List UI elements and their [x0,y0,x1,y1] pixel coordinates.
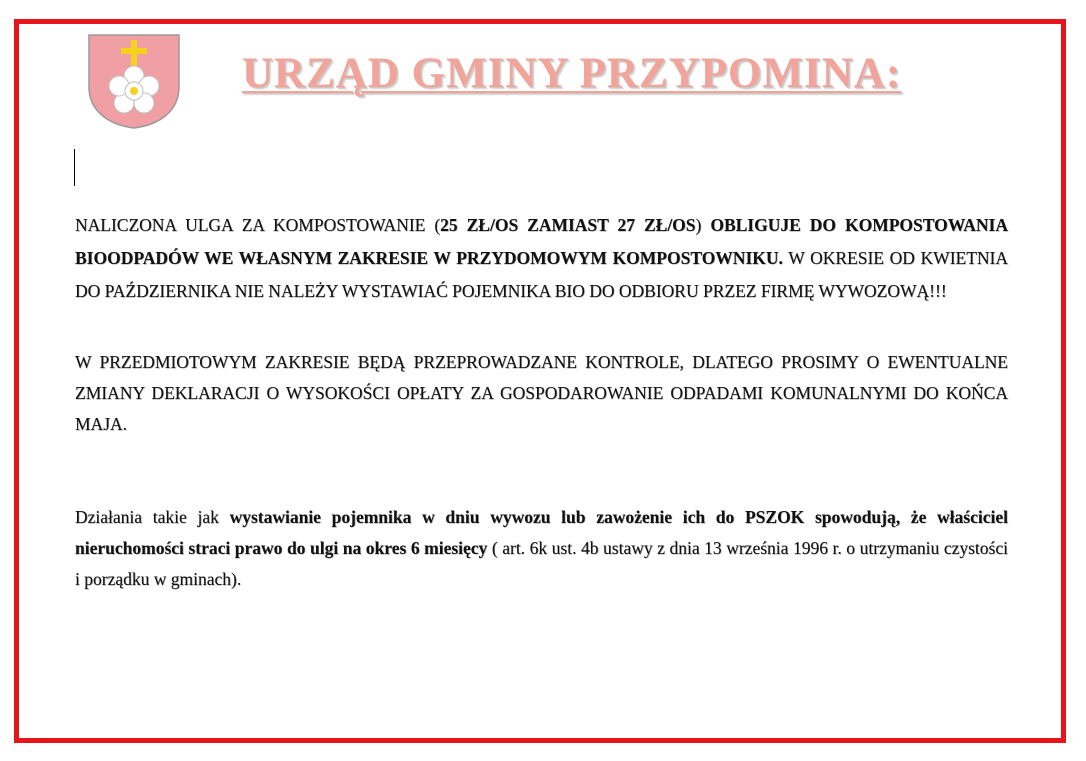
p1-amount: 25 ZŁ/OS ZAMIAST 27 ZŁ/OS [440,215,696,235]
p3-legal-basis: ( art. 6k ust. 4b ustawy z dnia 13 września 1996 r. o utrzymaniu czystości i porządku w gminach). [75,538,1008,589]
inspections-paragraph: W PRZEDMIOTOWYM ZAKRESIE BĘDĄ PRZEPROWADZANE KONTROLE, DLATEGO PROSIMY O EWENTUALNE ZMIANY DEKLARACJI O WYSOKOŚCI OPŁATY ZA GOSPODAROWANIE ODPADAMI KOMUNALNYMI DO KOŃCA MAJA. [75,352,1008,434]
coat-of-arms-icon [86,32,182,130]
p1-text-a: NALICZONA ULGA ZA KOMPOSTOWANIE ( [75,215,441,235]
p3-consequence: wystawianie pojemnika w dniu wywozu lub zawożenie ich do PSZOK spowodują, że właściciel nieruchomości straci prawo do ulgi na okres 6 miesięcy [75,507,1008,558]
p1-text-c: W OKRESIE OD KWIETNIA DO PAŹDZIERNIKA NIE NALEŻY WYSTAWIAĆ POJEMNIKA BIO DO ODBIORU PRZEZ FIRMĘ WYWOZOWĄ!!! [75,248,1008,301]
p1-text-b: ) [695,215,711,235]
text-cursor [74,149,75,186]
legal-consequence-paragraph [75,502,1008,595]
p3-text-a: Działania takie jak [75,507,230,527]
p1-obligation: OBLIGUJE DO KOMPOSTOWANIA BIOODPADÓW WE WŁASNYM ZAKRESIE W PRZYDOMOWYM KOMPOSTOWNIKU. [75,215,1009,268]
composting-discount-paragraph [75,209,1008,308]
page-title: URZĄD GMINY PRZYPOMINA: [242,50,902,97]
